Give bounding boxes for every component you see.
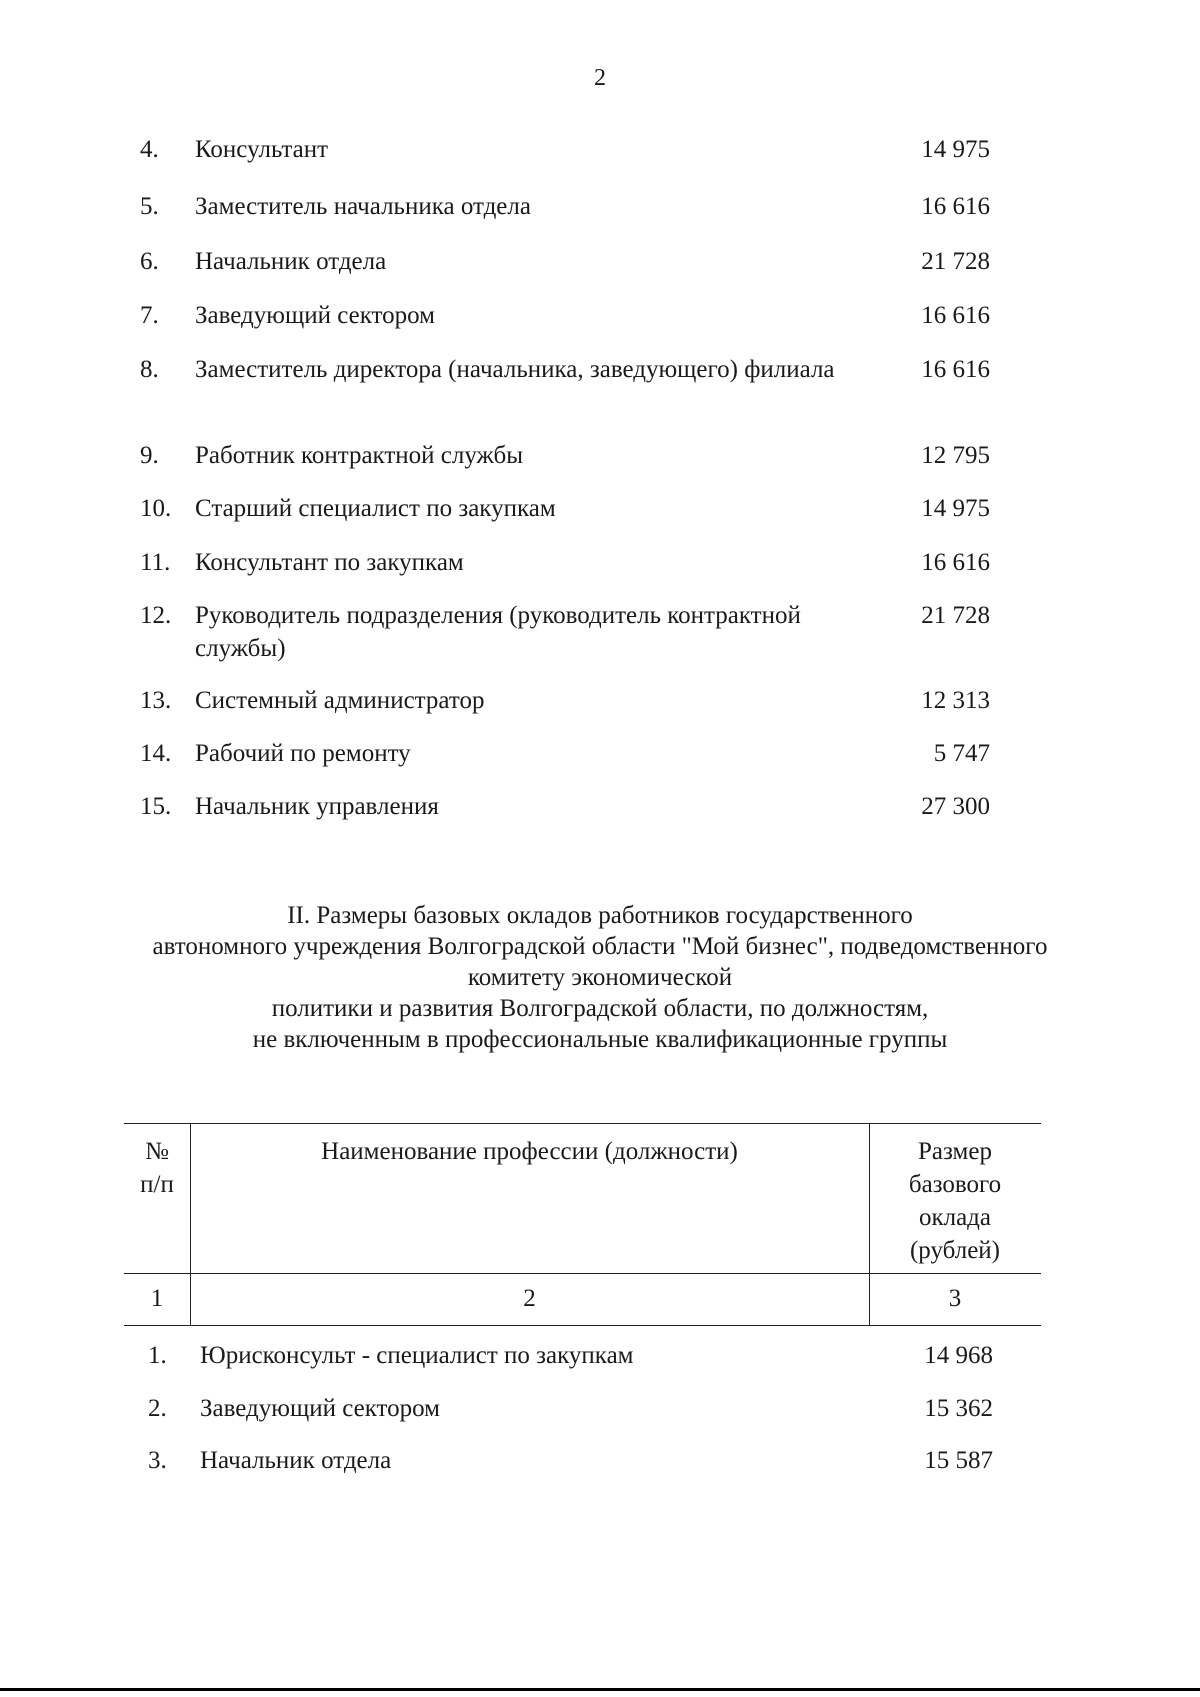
item-number: 13. [140,687,172,714]
position-name: Начальник управления [195,793,439,820]
item-number: 14. [140,740,172,767]
section-title-line: политики и развития Волгоградской области, по должностям, [271,995,929,1022]
salary-value: 12 313 [921,687,990,714]
item-number: 15. [140,793,172,820]
section-title-line: комитету экономической [467,964,733,991]
item-number: 7. [140,302,159,329]
position-name: Заведующий сектором [200,1395,440,1422]
salary-value: 14 975 [921,495,990,522]
position-name: Консультант [195,136,329,163]
item-number: 8. [140,356,159,383]
item-number: 11. [140,549,171,576]
table-header [124,1123,1041,1326]
position-name: Старший специалист по закупкам [195,495,556,522]
position-name: Заместитель начальника отдела [195,193,531,220]
section-title-line: автономного учреждения Волгоградской области "Мой бизнес", подведомственного [152,933,1048,960]
salary-value: 16 616 [921,302,990,329]
table-rule [124,1123,1041,1124]
item-number: 3. [148,1447,167,1474]
salary-value: 14 968 [924,1342,993,1369]
salary-value: 16 616 [921,356,990,383]
item-number: 4. [140,136,159,163]
table-rule [124,1273,1041,1274]
salary-value: 15 362 [924,1395,993,1422]
salary-value: 27 300 [921,793,990,820]
item-number: 2. [148,1395,167,1422]
item-number: 5. [140,193,159,220]
position-name: Начальник отдела [200,1447,392,1474]
position-name: Руководитель подразделения (руководитель контрактной службы) [195,602,801,662]
salary-value: 21 728 [921,602,990,629]
column-number: 3 [948,1285,962,1312]
position-name: Юрисконсульт - специалист по закупкам [200,1342,634,1369]
position-name: Работник контрактной службы [195,442,524,469]
salary-value: 5 747 [933,740,990,767]
item-number: 9. [140,442,159,469]
position-name: Начальник отдела [195,248,387,275]
item-number: 6. [140,248,159,275]
item-number: 12. [140,602,172,629]
salary-value: 21 728 [921,248,990,275]
position-name: Консультант по закупкам [195,549,464,576]
item-number: 1. [148,1342,167,1369]
header-name-col: Наименование профессии (должности) [321,1138,738,1165]
section-title [100,900,1100,1055]
column-number: 2 [523,1285,536,1312]
item-number: 10. [140,495,172,522]
page-number: 2 [594,65,606,91]
salary-value: 16 616 [921,549,990,576]
section-title-line: не включенным в профессиональные квалификационные группы [252,1026,948,1053]
position-name: Рабочий по ремонту [195,740,411,767]
salary-value: 12 795 [921,442,990,469]
page-bottom-edge [0,1688,1200,1691]
salary-value: 15 587 [924,1447,993,1474]
salary-value: 14 975 [921,136,990,163]
header-salary-col: Размер базового оклада (рублей) [908,1138,1002,1264]
position-name: Заведующий сектором [195,302,435,329]
position-name: Заместитель директора (начальника, заведующего) филиала [195,356,835,383]
position-name: Системный администратор [195,687,485,714]
section-title-line: II. Размеры базовых окладов работников государственного [287,902,913,929]
salary-value: 16 616 [921,193,990,220]
header-number-col: № п/п [140,1138,174,1198]
column-number: 1 [150,1285,164,1312]
table-rule [124,1325,1041,1326]
base-salary-table [124,1123,1041,1326]
